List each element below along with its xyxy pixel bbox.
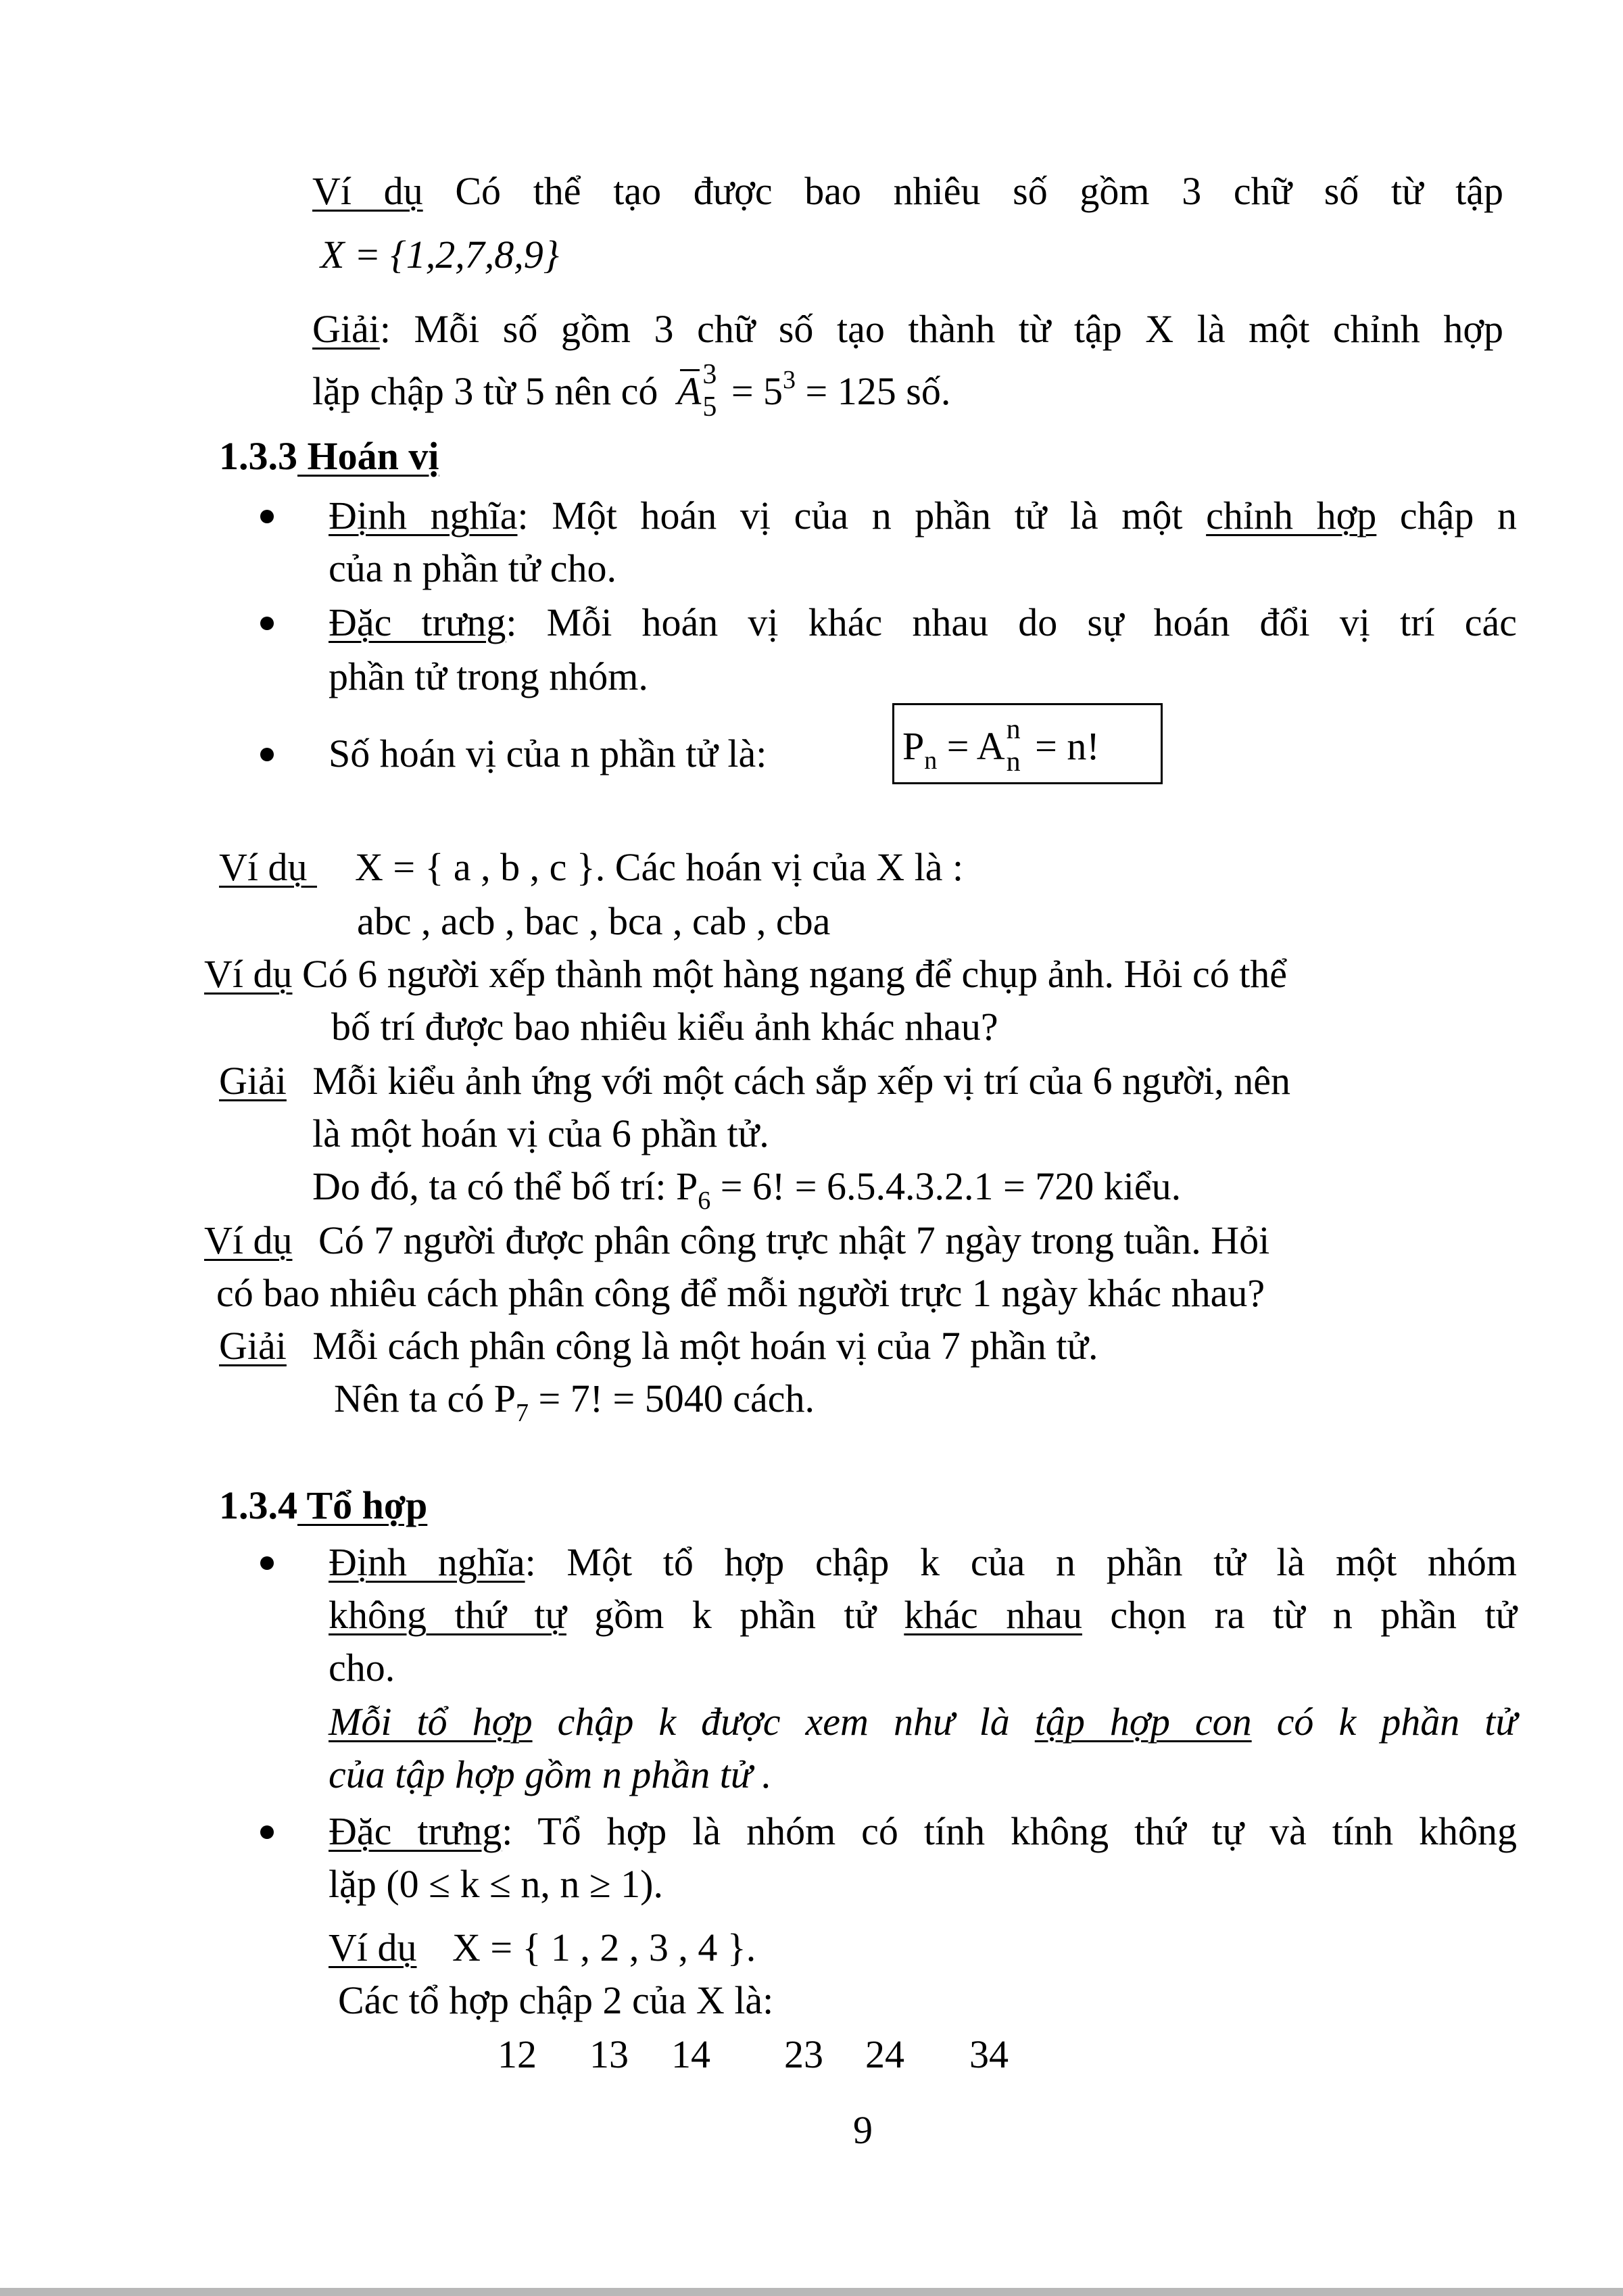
feature-text: : Tổ hợp là nhóm có tính không thứ tự và tính không: [502, 1809, 1517, 1853]
example-label: Ví dụ: [312, 169, 423, 213]
hv-definition-line2: của n phần tử cho.: [329, 546, 617, 590]
bottom-border: [0, 2288, 1623, 2296]
section-title: Hoán vị: [297, 434, 439, 478]
section-heading-to-hop: [219, 1479, 427, 1532]
example5-set: X = { 1 , 2 , 3 , 4 }.: [452, 1926, 756, 1969]
formula-eq: = A: [937, 724, 1005, 768]
th-feature-line1: [329, 1805, 1517, 1858]
solution3-post: = 6! = 6.5.4.3.2.1 = 720 kiểu.: [710, 1164, 1182, 1208]
formula-sub: 5: [702, 391, 717, 423]
definition-text: : Một tổ hợp chập k của n phần tử là một nhóm: [525, 1540, 1517, 1584]
formula-tail: = n!: [1025, 724, 1100, 768]
bullet-icon: [260, 1556, 274, 1570]
section-heading-hoan-vi: [219, 430, 439, 483]
example-label: Ví dụ: [204, 952, 293, 996]
section-title: Tổ hợp: [297, 1483, 428, 1527]
definition-text-d: chọn ra từ n phần tử: [1082, 1593, 1517, 1637]
combo-23: 23: [784, 2032, 823, 2076]
example2-line1: [219, 841, 963, 894]
section-number: 1.3.3: [219, 434, 297, 478]
solution3-line1: [219, 1055, 1290, 1107]
example5-line2: Các tổ hợp chập 2 của X là:: [338, 1978, 774, 2022]
definition-label: Định nghĩa: [329, 1540, 525, 1584]
combo-12: 12: [498, 2032, 537, 2076]
definition-text-b: gồm k phần tử: [566, 1593, 904, 1637]
example1-set: X = {1,2,7,8,9}: [320, 233, 559, 277]
solution1-line1: [312, 303, 1503, 356]
solution4-pre: Nên ta có P: [334, 1377, 516, 1420]
formula-a: A: [677, 365, 701, 418]
solution3-text: Mỗi kiểu ảnh ứng với một cách sắp xếp vị trí của 6 người, nên: [312, 1059, 1290, 1103]
example2-permutations: abc , acb , bac , bca , cab , cba: [357, 899, 831, 943]
solution4-post: = 7! = 5040 cách.: [529, 1377, 815, 1420]
example3-text: Có 6 người xếp thành một hàng ngang để chụp ảnh. Hỏi có thể: [292, 952, 1288, 996]
solution3-line3: [312, 1160, 1181, 1213]
solution3-pre: Do đó, ta có thể bố trí: P: [312, 1164, 698, 1208]
solution-label: Giải: [219, 1324, 287, 1368]
formula-a-indices: [1005, 713, 1025, 778]
example-label: Ví dụ: [204, 1218, 293, 1262]
feature-label: Đặc trưng: [329, 1809, 502, 1853]
definition-term: chỉnh hợp: [1206, 494, 1377, 537]
italic-text-d: có k phần tử: [1251, 1700, 1518, 1744]
bullet-icon: [260, 748, 274, 761]
solution1-text-pre: lặp chập 3 từ 5 nên có: [312, 369, 658, 413]
hv-feature-line2: phần tử trong nhóm.: [329, 654, 648, 698]
solution1-text-post: số.: [906, 369, 951, 413]
hv-count-text: Số hoán vị của n phần tử là:: [329, 732, 767, 775]
term-unordered: không thứ tự: [329, 1593, 566, 1637]
th-italic-line2: của tập hợp gồm n phần tử .: [329, 1752, 772, 1796]
example-label: Ví dụ: [329, 1926, 417, 1969]
arrangement-formula: [677, 369, 701, 413]
solution-label: Giải: [219, 1059, 287, 1103]
solution4-line2: [334, 1372, 815, 1425]
example1-question: Có thể tạo được bao nhiêu số gồm 3 chữ số từ tập: [455, 169, 1504, 213]
solution4-text: Mỗi cách phân công là một hoán vị của 7 phần tử.: [312, 1324, 1098, 1368]
th-definition-line3: cho.: [329, 1646, 395, 1690]
italic-text-b: chập k được xem như là: [532, 1700, 1035, 1744]
formula-indices: [701, 358, 721, 423]
formula-a-sub: n: [1006, 746, 1021, 778]
bullet-icon: [260, 617, 274, 630]
example-label: Ví dụ: [219, 845, 308, 889]
solution1-line2: [312, 358, 951, 423]
feature-text: : Mỗi hoán vị khác nhau do sự hoán đổi vị trí các: [506, 600, 1517, 644]
example3-line2: bố trí được bao nhiêu kiểu ảnh khác nhau?: [331, 1005, 998, 1049]
th-definition-line2: [329, 1589, 1517, 1642]
combo-24: 24: [865, 2032, 904, 2076]
formula-eq1: = 5: [721, 369, 783, 413]
solution1-text: : Mỗi số gồm 3 chữ số tạo thành từ tập X là một chỉnh hợp: [379, 307, 1503, 351]
page-number: 9: [853, 2108, 873, 2152]
term-subset: tập hợp con: [1034, 1700, 1252, 1744]
formula-exp: 3: [783, 366, 796, 394]
combo-34: 34: [969, 2032, 1009, 2076]
th-definition-line1: [329, 1536, 1517, 1589]
formula-eq2: = 125: [796, 369, 896, 413]
example4-line1: [204, 1214, 1269, 1267]
solution3-line2: là một hoán vị của 6 phần tử.: [312, 1111, 769, 1155]
formula-sup: 3: [702, 358, 717, 390]
section-number: 1.3.4: [219, 1483, 297, 1527]
example5-line1: [329, 1921, 756, 1974]
combo-14: 14: [671, 2032, 710, 2076]
th-feature-line2: lặp (0 ≤ k ≤ n, n ≥ 1).: [329, 1862, 663, 1906]
bullet-icon: [260, 1825, 274, 1839]
example4-line2: có bao nhiêu cách phân công để mỗi người trực 1 ngày khác nhau?: [216, 1271, 1265, 1315]
example4-text: Có 7 người được phân công trực nhật 7 ngày trong tuần. Hỏi: [318, 1218, 1270, 1262]
permutation-formula-box: [892, 703, 1163, 784]
solution4-sub: 7: [516, 1399, 529, 1427]
formula-p-sub: n: [924, 746, 938, 775]
bullet-icon: [260, 510, 274, 523]
definition-text-a: : Một hoán vị của n phần tử là một: [517, 494, 1207, 537]
combo-13: 13: [589, 2032, 629, 2076]
hv-definition-line1: [329, 489, 1517, 542]
example3-line1: [204, 948, 1287, 1001]
solution4-line1: [219, 1320, 1098, 1372]
feature-label: Đặc trưng: [329, 600, 506, 644]
th-italic-line1: [329, 1696, 1517, 1748]
formula-p: P: [902, 724, 925, 768]
solution3-sub: 6: [698, 1187, 711, 1215]
hv-feature-line1: [329, 596, 1517, 649]
example2-text: X = { a , b , c }. Các hoán vị của X là :: [355, 845, 964, 889]
example1-line1: [312, 165, 1503, 218]
definition-label: Định nghĩa: [329, 494, 518, 537]
underline-gap: [308, 841, 337, 894]
formula-a-sup: n: [1006, 713, 1021, 745]
term-each-combination: Mỗi tổ hợp: [329, 1700, 533, 1744]
solution-label: Giải: [312, 307, 380, 351]
term-distinct: khác nhau: [904, 1593, 1082, 1637]
definition-text-b: chập n: [1376, 494, 1518, 537]
